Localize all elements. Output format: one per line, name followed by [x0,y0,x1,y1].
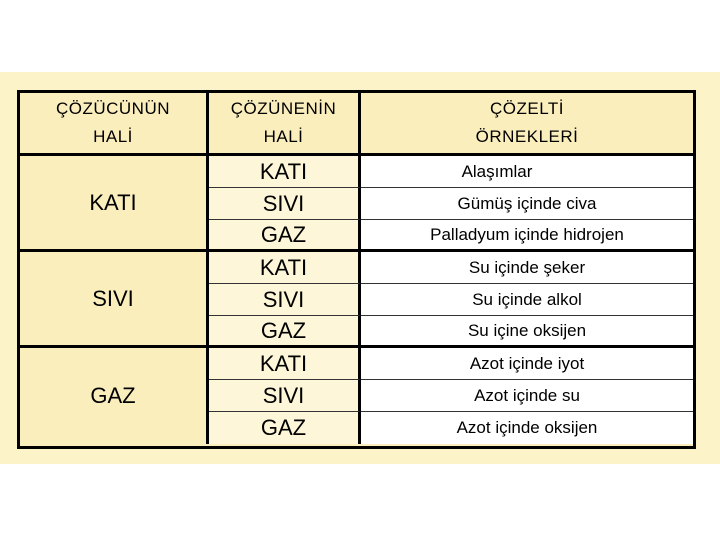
example-cell: Su içinde alkol [361,284,693,316]
example-cell: Su içine oksijen [361,316,693,348]
example-cell [361,156,693,188]
header-solute-line2: HALİ [263,127,304,146]
example-cell: Azot içinde su [361,380,693,412]
solute-state-cell: GAZ [209,220,361,252]
solute-state-cell: KATI [209,252,361,284]
header-examples-line1: ÇÖZELTİ [489,99,565,118]
solute-state-cell: SIVI [209,188,361,220]
solute-state-cell: KATI [209,348,361,380]
header-examples-line2: ÖRNEKLERİ [475,127,579,146]
header-solvent-state [20,93,209,156]
solute-state-cell: KATI [209,156,361,188]
solute-state-cell: GAZ [209,412,361,444]
example-cell: Azot içinde oksijen [361,412,693,444]
solvent-state-cell: KATI [20,156,209,252]
header-solute-line1: ÇÖZÜNENİN [230,99,337,118]
example-cell: Gümüş içinde civa [361,188,693,220]
header-solvent-line1: ÇÖZÜCÜNÜN [55,99,171,118]
example-cell: Su içinde şeker [361,252,693,284]
header-solute-state [209,93,361,156]
solution-types-table [17,90,696,449]
solvent-state-cell: SIVI [20,252,209,348]
example-text: Alaşımlar [461,161,533,181]
example-cell: Palladyum içinde hidrojen [361,220,693,252]
solute-state-cell: SIVI [209,380,361,412]
header-examples [361,93,693,156]
solute-state-cell: GAZ [209,316,361,348]
example-cell: Azot içinde iyot [361,348,693,380]
header-solvent-line2: HALİ [93,127,133,146]
solute-state-cell: SIVI [209,284,361,316]
solvent-state-cell: GAZ [20,348,209,444]
